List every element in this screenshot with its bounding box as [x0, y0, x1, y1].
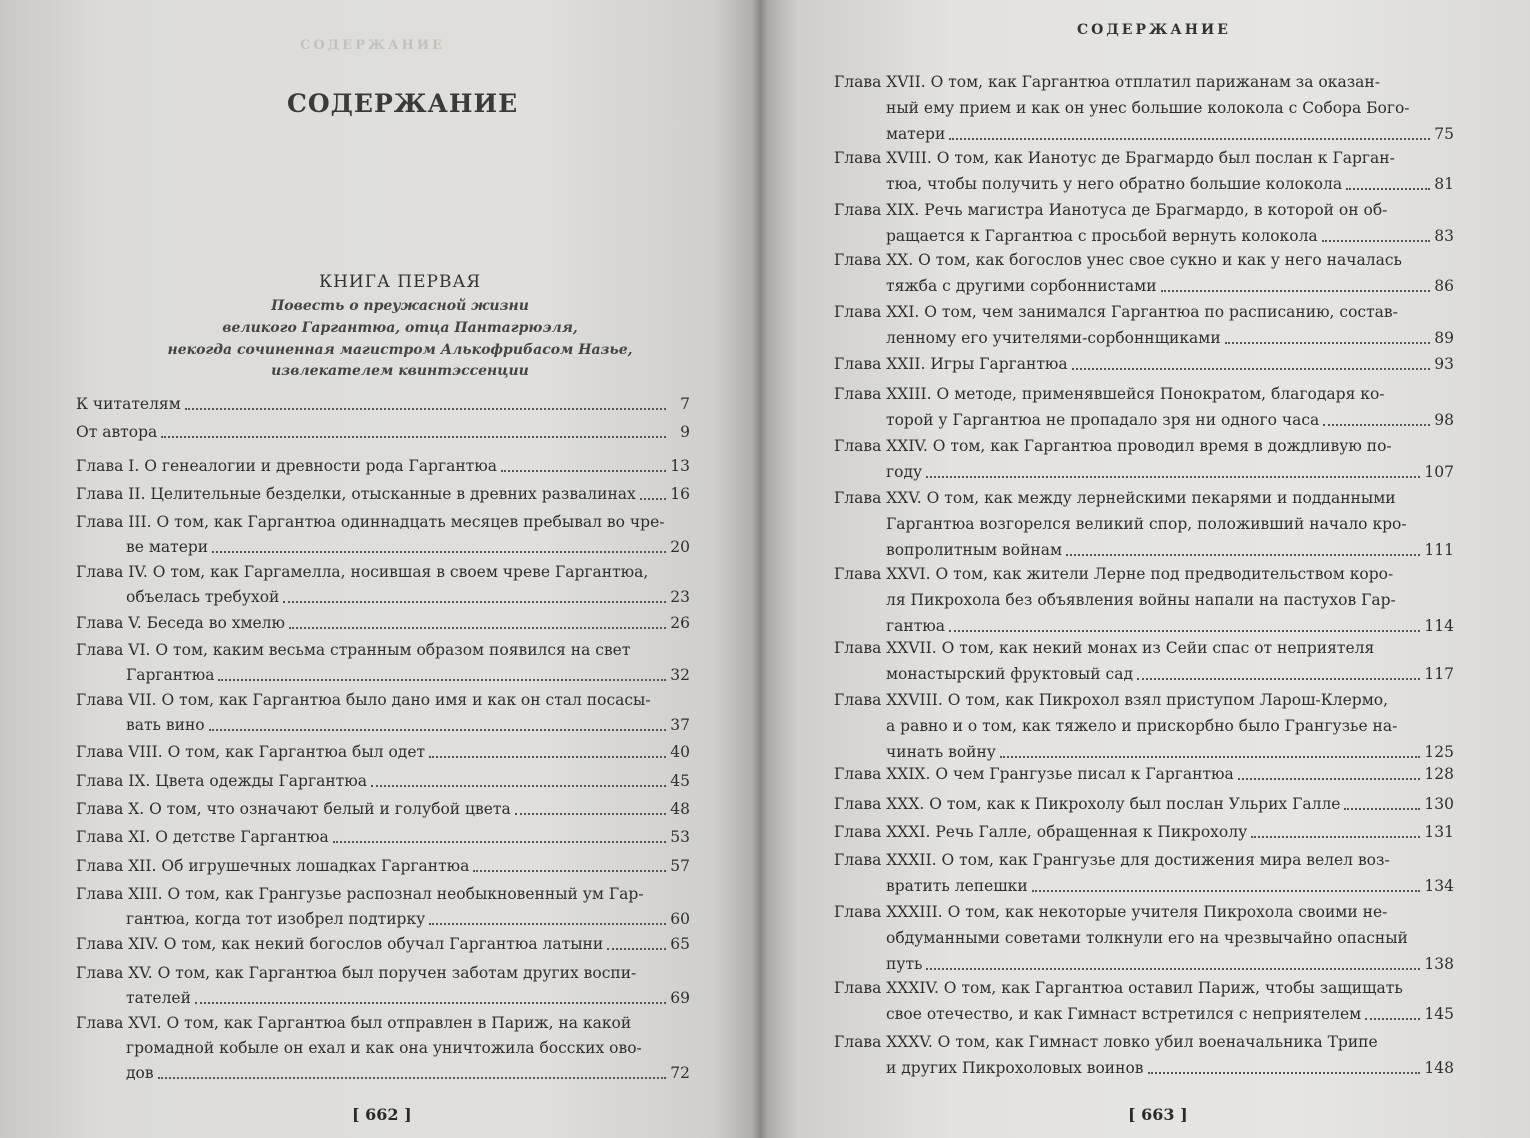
toc-entry-line: [834, 822, 1454, 842]
toc-entry-line: [834, 902, 1454, 922]
toc-entry-text: К читателям: [76, 395, 181, 413]
dot-leader: [218, 679, 666, 681]
subtitle-line: великого Гаргантюа, отца Пантагрюэля,: [222, 320, 578, 336]
toc-entry-text: Глава XXXIII. О том, как некоторые учителя Пикрохола своими не-: [834, 903, 1388, 921]
toc-entry-text: Глава VIII. О том, как Гаргантюа был одет: [76, 743, 426, 761]
toc-entry-line: [76, 512, 690, 532]
dot-leader: [1072, 368, 1430, 370]
toc-page-number: 148: [1424, 1059, 1454, 1077]
toc-page-number: 131: [1424, 823, 1454, 841]
toc-entry-text: ве матери: [126, 538, 209, 556]
dot-leader: [640, 498, 666, 500]
dot-leader: [1344, 808, 1420, 810]
toc-page-number: 125: [1424, 743, 1454, 761]
toc-page-number: 75: [1434, 125, 1454, 143]
toc-entry-text: Глава XV. О том, как Гаргантюа был поручен заботам других воспи-: [76, 964, 637, 982]
toc-entry-line: [76, 484, 690, 504]
toc-entry-text: Глава I. О генеалогии и древности рода Гаргантюа: [76, 457, 497, 475]
toc-entry-text: году: [886, 463, 923, 481]
toc-entry-line: [886, 1004, 1454, 1024]
toc-entry-text: Гаргантюа: [126, 666, 215, 684]
toc-entry-text: Глава XXXII. О том, как Грангузье для достижения мира велел воз-: [834, 851, 1390, 869]
toc-entry-line: [834, 250, 1454, 270]
toc-entry-line: [886, 328, 1454, 348]
dot-leader: [158, 1077, 666, 1079]
dot-leader: [209, 729, 666, 731]
dot-leader: [429, 923, 666, 925]
toc-entry-text: монастырский фруктовый сад: [886, 665, 1133, 683]
toc-entry-line: [76, 884, 690, 904]
toc-entry-line: [76, 690, 690, 710]
toc-entry-line: [886, 876, 1454, 896]
subtitle-line: некогда сочиненная магистром Алькофрибасом Назье,: [167, 342, 633, 358]
toc-entry-text: Глава XX. О том, как богослов унес свое сукно и как у него началась: [834, 251, 1402, 269]
toc-entry-line: [886, 98, 1454, 118]
book-title: КНИГА ПЕРВАЯ: [318, 272, 482, 292]
toc-entry-text: ленному его учителями-сорбоннщиками: [886, 329, 1221, 347]
toc-entry-line: [76, 799, 690, 819]
dot-leader: [161, 436, 666, 438]
toc-page-number: 16: [670, 485, 690, 503]
dot-leader: [949, 630, 1420, 632]
toc-entry-text: дов: [126, 1064, 154, 1082]
right-folio: [ 663 ]: [1128, 1105, 1188, 1124]
toc-entry-line: [886, 514, 1454, 534]
toc-page-number: 93: [1434, 355, 1454, 373]
toc-entry-text: Глава II. Целительные безделки, отысканные в древних развалинах: [76, 485, 636, 503]
dot-leader: [289, 627, 666, 629]
toc-entry-line: [76, 562, 690, 582]
toc-entry-text: а равно и о том, как тяжело и прискорбно было Грангузье на-: [886, 717, 1398, 735]
toc-entry-line: [126, 1063, 690, 1083]
toc-page-number: 107: [1424, 463, 1454, 481]
toc-entry-text: Глава XXI. О том, чем занимался Гаргантюа по расписанию, состав-: [834, 303, 1398, 321]
toc-entry-line: [834, 302, 1454, 322]
toc-page-number: 81: [1434, 175, 1454, 193]
toc-page-number: 86: [1434, 277, 1454, 295]
toc-entry-text: чинать войну: [886, 743, 996, 761]
toc-entry-text: Глава XXXI. Речь Галле, обращенная к Пикрохолу: [834, 823, 1248, 841]
toc-entry-line: [126, 1038, 690, 1058]
toc-entry-line: [886, 616, 1454, 636]
toc-entry-line: [834, 200, 1454, 220]
toc-entry-text: Глава XXVII. О том, как некий монах из Сейи спас от неприятеля: [834, 639, 1375, 657]
dot-leader: [949, 138, 1430, 140]
toc-entry-line: [126, 909, 690, 929]
dot-leader: [1000, 756, 1420, 758]
toc-page-number: 26: [670, 614, 690, 632]
toc-entry-line: [834, 794, 1454, 814]
toc-entry-line: [126, 587, 690, 607]
dot-leader: [1238, 778, 1421, 780]
toc-entry-text: вопролитным войнам: [886, 541, 1063, 559]
toc-entry-line: [834, 72, 1454, 92]
toc-entry-line: [834, 764, 1454, 784]
toc-entry-text: Глава XXXIV. О том, как Гаргантюа оставил Париж, чтобы защищать: [834, 979, 1403, 997]
subtitle-line: извлекателем квинтэссенции: [271, 363, 529, 379]
toc-entry-text: Глава X. О том, что означают белый и голубой цвета: [76, 800, 511, 818]
toc-page-number: 20: [670, 538, 690, 556]
toc-entry-text: Глава XXIX. О чем Грангузье писал к Гаргантюа: [834, 765, 1234, 783]
toc-entry-text: Глава XXII. Игры Гаргантюа: [834, 355, 1068, 373]
dot-leader: [283, 601, 666, 603]
toc-entry-text: обдуманными советами толкнули его на чрезвычайно опасный: [886, 929, 1408, 947]
toc-entry-line: [886, 664, 1454, 684]
toc-entry-text: Глава XIV. О том, как некий богослов обучал Гаргантюа латыни: [76, 935, 604, 953]
toc-entry-text: Глава XVII. О том, как Гаргантюа отплатил парижанам за оказан-: [834, 73, 1380, 91]
toc-page-number: 53: [670, 828, 690, 846]
toc-entry-text: Глава XXX. О том, как к Пикрохолу был послан Ульрих Галле: [834, 795, 1341, 813]
toc-entry-line: [886, 540, 1454, 560]
dot-leader: [515, 813, 666, 815]
toc-entry-line: [76, 934, 690, 954]
toc-entry-line: [886, 410, 1454, 430]
toc-entry-text: и других Пикрохоловых воинов: [886, 1059, 1144, 1077]
dot-leader: [1251, 836, 1420, 838]
toc-page-number: 7: [680, 395, 690, 413]
toc-entry-line: [76, 742, 690, 762]
toc-page-number: 9: [680, 423, 690, 441]
dot-leader: [185, 408, 666, 410]
toc-entry-text: Глава XII. Об игрушечных лошадках Гаргантюа: [76, 857, 470, 875]
toc-entry-line: [126, 537, 690, 557]
toc-entry-text: гантюа: [886, 617, 946, 635]
toc-entry-line: [834, 148, 1454, 168]
toc-entry-text: свое отечество, и как Гимнаст встретился с неприятелем: [886, 1005, 1362, 1023]
toc-entry-text: тюа, чтобы получить у него обратно большие колокола: [886, 175, 1343, 193]
toc-entry-text: Гаргантюа возгорелся великий спор, положивший начало кро-: [886, 515, 1407, 533]
toc-entry-text: матери: [886, 125, 946, 143]
toc-page-number: 117: [1424, 665, 1454, 683]
dot-leader: [926, 968, 1420, 970]
toc-entry-line: [834, 436, 1454, 456]
toc-entry-text: гантюа, когда тот изобрел подтирку: [126, 910, 426, 928]
dot-leader: [607, 948, 666, 950]
toc-entry-line: [76, 613, 690, 633]
toc-entry-line: [76, 422, 690, 442]
toc-entry-line: [834, 638, 1454, 658]
dot-leader: [1322, 240, 1430, 242]
toc-page-number: 130: [1424, 795, 1454, 813]
book-spine: [752, 0, 768, 1138]
toc-page-number: 13: [670, 457, 690, 475]
toc-entry-text: Глава XXVI. О том, как жители Лерне под предводительством коро-: [834, 565, 1394, 583]
toc-page-number: 134: [1424, 877, 1454, 895]
toc-entry-line: [886, 462, 1454, 482]
toc-page-number: 128: [1424, 765, 1454, 783]
toc-entry-line: [76, 771, 690, 791]
toc-entry-text: тяжба с другими сорбоннистами: [886, 277, 1157, 295]
toc-entry-line: [886, 954, 1454, 974]
dot-leader: [926, 476, 1420, 478]
toc-page-number: 83: [1434, 227, 1454, 245]
toc-entry-line: [126, 715, 690, 735]
toc-entry-line: [886, 590, 1454, 610]
toc-entry-text: тателей: [126, 989, 191, 1007]
toc-entry-text: торой у Гаргантюа не пропадало зря ни одного часа: [886, 411, 1320, 429]
toc-page-number: 98: [1434, 411, 1454, 429]
toc-entry-line: [834, 354, 1454, 374]
toc-page-number: 138: [1424, 955, 1454, 973]
dot-leader: [1148, 1072, 1421, 1074]
toc-entry-text: громадной кобыле он ехал и как она уничтожила босских ово-: [126, 1039, 642, 1057]
toc-entry-line: [76, 827, 690, 847]
dot-leader: [1365, 1018, 1420, 1020]
toc-entry-text: Глава XXXV. О том, как Гимнаст ловко убил военачальника Трипе: [834, 1033, 1378, 1051]
toc-entry-line: [834, 850, 1454, 870]
dot-leader: [429, 756, 666, 758]
toc-entry-text: ный ему прием и как он унес большие колокола с Собора Бого-: [886, 99, 1410, 117]
toc-entry-line: [76, 1013, 690, 1033]
toc-entry-text: Глава III. О том, как Гаргантюа одиннадцать месяцев пребывал во чре-: [76, 513, 665, 531]
toc-page-number: 111: [1424, 541, 1454, 559]
toc-entry-text: объелась требухой: [126, 588, 280, 606]
toc-entry-line: [834, 384, 1454, 404]
toc-entry-text: вратить лепешки: [886, 877, 1028, 895]
toc-page-number: 145: [1424, 1005, 1454, 1023]
toc-entry-line: [76, 456, 690, 476]
dot-leader: [1032, 890, 1421, 892]
toc-entry-text: Глава VI. О том, каким весьма странным образом появился на свет: [76, 641, 631, 659]
toc-entry-text: ращается к Гаргантюа с просьбой вернуть колокола: [886, 227, 1318, 245]
toc-entry-text: путь: [886, 955, 923, 973]
toc-entry-text: От автора: [76, 423, 158, 441]
toc-entry-text: Глава XIX. Речь магистра Ианотуса де Брагмардо, в которой он об-: [834, 201, 1388, 219]
toc-entry-text: Глава XI. О детстве Гаргантюа: [76, 828, 329, 846]
toc-page-number: 72: [670, 1064, 690, 1082]
dot-leader: [1225, 342, 1430, 344]
toc-entry-line: [886, 1058, 1454, 1078]
subtitle-line: Повесть о преужасной жизни: [271, 298, 529, 314]
toc-entry-line: [126, 988, 690, 1008]
toc-entry-text: Глава XXIII. О методе, применявшейся Понократом, благодаря ко-: [834, 385, 1385, 403]
dot-leader: [1323, 424, 1430, 426]
toc-page-number: 48: [670, 800, 690, 818]
toc-page-number: 89: [1434, 329, 1454, 347]
toc-entry-line: [126, 665, 690, 685]
toc-entry-text: вать вино: [126, 716, 205, 734]
toc-entry-text: Глава VII. О том, как Гаргантюа было дано имя и как он стал посасы-: [76, 691, 651, 709]
toc-entry-line: [886, 124, 1454, 144]
toc-entry-text: Глава XVI. О том, как Гаргантюа был отправлен в Париж, на какой: [76, 1014, 632, 1032]
dot-leader: [1137, 678, 1420, 680]
dot-leader: [371, 785, 666, 787]
toc-entry-text: Глава XVIII. О том, как Ианотус де Брагмардо был послан к Гарган-: [834, 149, 1395, 167]
toc-entry-line: [76, 394, 690, 414]
toc-entry-line: [886, 928, 1454, 948]
toc-entry-text: ля Пикрохола без объявления войны напали на пастухов Гар-: [886, 591, 1396, 609]
left-ghost-header: СОДЕРЖАНИЕ: [300, 38, 446, 53]
dot-leader: [1161, 290, 1430, 292]
toc-page-number: 114: [1424, 617, 1454, 635]
running-head: СОДЕРЖАНИЕ: [1077, 22, 1231, 38]
toc-entry-line: [76, 856, 690, 876]
toc-page-number: 37: [670, 716, 690, 734]
contents-title: СОДЕРЖАНИЕ: [287, 89, 519, 118]
toc-entry-line: [834, 1032, 1454, 1052]
toc-entry-line: [834, 978, 1454, 998]
dot-leader: [501, 470, 666, 472]
toc-page-number: 69: [670, 989, 690, 1007]
toc-entry-text: Глава IV. О том, как Гаргамелла, носившая в своем чреве Гаргантюа,: [76, 563, 649, 581]
toc-page-number: 57: [670, 857, 690, 875]
toc-entry-line: [76, 640, 690, 660]
toc-page-number: 23: [670, 588, 690, 606]
toc-entry-line: [834, 690, 1454, 710]
dot-leader: [212, 551, 666, 553]
toc-entry-line: [834, 488, 1454, 508]
toc-page-number: 60: [670, 910, 690, 928]
toc-entry-text: Глава IX. Цвета одежды Гаргантюа: [76, 772, 367, 790]
toc-entry-text: Глава V. Беседа во хмелю: [76, 614, 286, 632]
dot-leader: [473, 870, 666, 872]
toc-entry-text: Глава XXVIII. О том, как Пикрохол взял приступом Ларош-Клермо,: [834, 691, 1389, 709]
dot-leader: [1066, 554, 1420, 556]
dot-leader: [333, 841, 666, 843]
toc-entry-text: Глава XIII. О том, как Грангузье распознал необыкновенный ум Гар-: [76, 885, 644, 903]
toc-page-number: 65: [670, 935, 690, 953]
toc-entry-line: [886, 276, 1454, 296]
toc-page-number: 32: [670, 666, 690, 684]
toc-entry-text: Глава XXIV. О том, как Гаргантюа проводил время в дождливую по-: [834, 437, 1392, 455]
toc-page-number: 40: [670, 743, 690, 761]
dot-leader: [195, 1002, 666, 1004]
toc-entry-line: [886, 174, 1454, 194]
toc-page-number: 45: [670, 772, 690, 790]
toc-entry-line: [886, 742, 1454, 762]
toc-entry-line: [834, 564, 1454, 584]
toc-entry-line: [76, 963, 690, 983]
toc-entry-text: Глава XXV. О том, как между лернейскими пекарями и подданными: [834, 489, 1396, 507]
left-folio: [ 662 ]: [352, 1105, 412, 1124]
toc-entry-line: [886, 226, 1454, 246]
dot-leader: [1346, 188, 1430, 190]
toc-entry-line: [886, 716, 1454, 736]
